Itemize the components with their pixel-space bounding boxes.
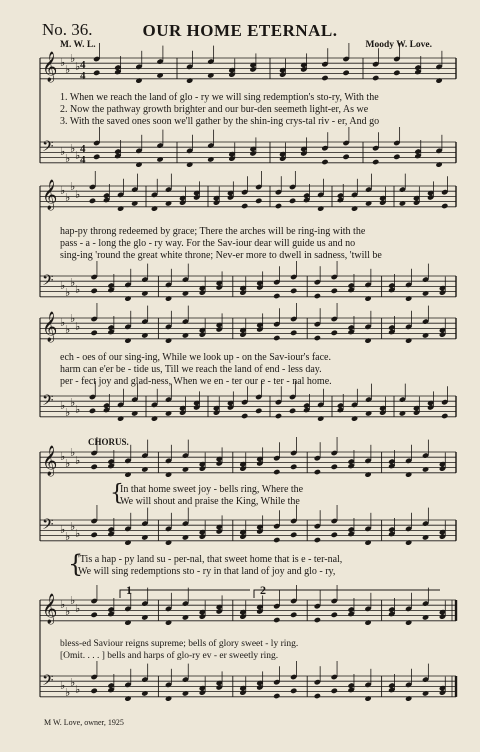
note-head bbox=[182, 332, 189, 338]
flat-sign: ♭ bbox=[70, 396, 76, 409]
note-head bbox=[90, 688, 97, 694]
note-head bbox=[364, 295, 371, 301]
clef: 𝄞 bbox=[42, 312, 58, 342]
lyric-line: We will shout and praise the King, While the bbox=[120, 496, 300, 507]
note-head bbox=[364, 619, 371, 625]
lyric-line: 2. Now the pathway growth brighter and our bur-den seemeth light-er, As we bbox=[60, 104, 369, 115]
note-head bbox=[90, 288, 97, 294]
flat-sign: ♭ bbox=[60, 523, 66, 536]
note-head bbox=[131, 200, 138, 206]
clef: 𝄢 bbox=[42, 392, 54, 413]
clef: 𝄞 bbox=[42, 52, 58, 82]
note-head bbox=[186, 161, 193, 167]
note-head bbox=[372, 75, 379, 81]
note-head bbox=[141, 534, 148, 540]
note-head bbox=[405, 295, 412, 301]
note-head bbox=[331, 612, 338, 618]
note-head bbox=[135, 161, 142, 167]
note-head bbox=[321, 159, 328, 165]
note-head bbox=[317, 415, 324, 421]
flat-sign: ♭ bbox=[60, 598, 66, 611]
note-head bbox=[364, 471, 371, 477]
note-head bbox=[93, 154, 100, 160]
lyrics-system-2 bbox=[60, 226, 452, 262]
note-head bbox=[141, 614, 148, 620]
lyrics-system-3 bbox=[60, 352, 452, 388]
note-head bbox=[182, 690, 189, 696]
note-head bbox=[273, 693, 280, 699]
note-head bbox=[393, 154, 400, 160]
note-head bbox=[90, 612, 97, 618]
note-head bbox=[124, 619, 131, 625]
note-head bbox=[117, 205, 124, 211]
flat-sign: ♭ bbox=[65, 323, 71, 336]
note-head bbox=[165, 539, 172, 545]
lyric-line: hap-py throng redeemed by grace; There the arches will be ring-ing with the bbox=[60, 226, 366, 237]
note-head bbox=[273, 537, 280, 543]
brace: { bbox=[68, 550, 84, 578]
note-head bbox=[275, 413, 282, 419]
note-head bbox=[321, 75, 328, 81]
flat-sign: ♭ bbox=[70, 676, 76, 689]
flat-sign: ♭ bbox=[70, 446, 76, 459]
clef: 𝄞 bbox=[42, 446, 58, 476]
flat-sign: ♭ bbox=[60, 279, 66, 292]
note-head bbox=[165, 471, 172, 477]
note-head bbox=[182, 534, 189, 540]
note-head bbox=[314, 617, 321, 623]
lyric-line: 3. With the saved ones soon we'll gather by the shin-ing crys-tal riv - er, And go bbox=[60, 116, 380, 127]
flat-sign: ♭ bbox=[65, 686, 71, 699]
lyric-line: bless-ed Saviour reigns supreme; bells of glory sweet - ly ring. bbox=[60, 639, 299, 649]
lyrics-system-5 bbox=[78, 554, 452, 578]
note-head bbox=[89, 198, 96, 204]
note-head bbox=[422, 290, 429, 296]
note-head bbox=[165, 619, 172, 625]
note-head bbox=[342, 70, 349, 76]
flat-sign: ♭ bbox=[70, 180, 76, 193]
second-ending-bracket bbox=[254, 590, 440, 598]
note-head bbox=[441, 413, 448, 419]
first-ending-number: 1 bbox=[126, 583, 132, 597]
note-head bbox=[131, 410, 138, 416]
note-head bbox=[186, 77, 193, 83]
note-head bbox=[314, 293, 321, 299]
note-head bbox=[141, 690, 148, 696]
flat-sign: ♭ bbox=[60, 56, 66, 69]
note-head bbox=[124, 337, 131, 343]
note-head bbox=[393, 70, 400, 76]
flat-sign: ♭ bbox=[70, 594, 76, 607]
note-head bbox=[156, 156, 163, 162]
flat-sign: ♭ bbox=[75, 454, 81, 467]
clef: 𝄞 bbox=[42, 180, 58, 210]
note-head bbox=[151, 205, 158, 211]
note-head bbox=[314, 335, 321, 341]
flat-sign: ♭ bbox=[75, 602, 81, 615]
hymn-number: No. 36. bbox=[42, 20, 93, 39]
note-head bbox=[90, 532, 97, 538]
note-head bbox=[255, 198, 262, 204]
flat-sign: ♭ bbox=[75, 683, 81, 696]
note-head bbox=[273, 293, 280, 299]
note-head bbox=[399, 410, 406, 416]
lyric-line: sing-ing 'round the great white throne; Nev-er more to dwell in sadness, 'twill be bbox=[60, 250, 382, 261]
note-head bbox=[422, 690, 429, 696]
time-signature: 4 bbox=[80, 70, 86, 82]
note-head bbox=[241, 203, 248, 209]
flat-sign: ♭ bbox=[65, 286, 71, 299]
flat-sign: ♭ bbox=[60, 145, 66, 158]
time-signature: 4 bbox=[80, 59, 86, 71]
note-head bbox=[290, 464, 297, 470]
flat-sign: ♭ bbox=[70, 52, 76, 65]
note-head bbox=[351, 205, 358, 211]
note-head bbox=[405, 619, 412, 625]
note-head bbox=[141, 466, 148, 472]
note-head bbox=[365, 410, 372, 416]
flat-sign: ♭ bbox=[60, 679, 66, 692]
flat-sign: ♭ bbox=[75, 527, 81, 540]
note-head bbox=[405, 539, 412, 545]
flat-sign: ♭ bbox=[65, 152, 71, 165]
flat-sign: ♭ bbox=[65, 406, 71, 419]
note-head bbox=[364, 539, 371, 545]
note-head bbox=[289, 198, 296, 204]
flat-sign: ♭ bbox=[75, 403, 81, 416]
note-head bbox=[331, 288, 338, 294]
brace: { bbox=[110, 481, 124, 506]
note-head bbox=[331, 464, 338, 470]
flat-sign: ♭ bbox=[75, 60, 81, 73]
note-head bbox=[289, 408, 296, 414]
flat-sign: ♭ bbox=[75, 149, 81, 162]
lyric-line: ech - oes of our sing-ing, While we look up - on the Sav-iour's face. bbox=[60, 352, 331, 363]
music-composer: Moody W. Love. bbox=[365, 40, 432, 50]
note-head bbox=[165, 295, 172, 301]
note-head bbox=[405, 695, 412, 701]
note-head bbox=[117, 415, 124, 421]
note-head bbox=[422, 614, 429, 620]
flat-sign: ♭ bbox=[75, 188, 81, 201]
note-head bbox=[342, 154, 349, 160]
clef: 𝄢 bbox=[42, 138, 54, 159]
note-head bbox=[290, 612, 297, 618]
lyric-line: 1. When we reach the land of glo - ry we will sing redemption's sto-ry, With the bbox=[60, 92, 379, 103]
note-head bbox=[165, 200, 172, 206]
clef: 𝄢 bbox=[42, 516, 54, 537]
time-signature: 4 bbox=[80, 154, 86, 166]
note-head bbox=[290, 688, 297, 694]
lyric-line: [Omit. . . . ] bells and harps of glo-ry ev - er sweetly ring. bbox=[60, 651, 279, 661]
first-ending-bracket bbox=[120, 590, 250, 598]
note-head bbox=[90, 464, 97, 470]
note-head bbox=[365, 200, 372, 206]
flat-sign: ♭ bbox=[60, 450, 66, 463]
note-head bbox=[165, 410, 172, 416]
note-head bbox=[156, 72, 163, 78]
flat-sign: ♭ bbox=[60, 316, 66, 329]
note-head bbox=[124, 471, 131, 477]
hymn-title: OUR HOME ETERNAL. bbox=[142, 21, 338, 40]
lyric-line: harm can e'er be - tide us, Till we reach the land of end - less day. bbox=[60, 364, 322, 375]
note-head bbox=[364, 337, 371, 343]
lyrics-system-6 bbox=[60, 638, 452, 662]
flat-sign: ♭ bbox=[70, 520, 76, 533]
note-head bbox=[273, 617, 280, 623]
note-head bbox=[124, 539, 131, 545]
note-head bbox=[290, 288, 297, 294]
note-head bbox=[314, 693, 321, 699]
note-head bbox=[90, 330, 97, 336]
note-head bbox=[351, 415, 358, 421]
note-head bbox=[364, 695, 371, 701]
note-head bbox=[314, 469, 321, 475]
note-head bbox=[405, 337, 412, 343]
lyrics-system-4 bbox=[120, 484, 452, 508]
note-head bbox=[124, 295, 131, 301]
note-head bbox=[317, 205, 324, 211]
lyric-line: per - fect joy and glad-ness, When we en - ter our e - ter - nal home. bbox=[60, 376, 332, 387]
note-head bbox=[290, 532, 297, 538]
flat-sign: ♭ bbox=[65, 457, 71, 470]
note-head bbox=[422, 466, 429, 472]
note-head bbox=[273, 335, 280, 341]
note-head bbox=[207, 156, 214, 162]
note-head bbox=[435, 77, 442, 83]
note-head bbox=[405, 471, 412, 477]
note-head bbox=[275, 203, 282, 209]
flat-sign: ♭ bbox=[75, 283, 81, 296]
clef: 𝄞 bbox=[42, 594, 58, 624]
note-head bbox=[255, 408, 262, 414]
words-author: M. W. L. bbox=[60, 40, 96, 50]
note-head bbox=[182, 614, 189, 620]
lyric-line: We will sing redemptions sto - ry in that land of joy and glo - ry, bbox=[78, 566, 336, 577]
note-head bbox=[124, 695, 131, 701]
flat-sign: ♭ bbox=[65, 63, 71, 76]
lyrics-system-1 bbox=[60, 92, 452, 128]
clef: 𝄢 bbox=[42, 272, 54, 293]
flat-sign: ♭ bbox=[60, 399, 66, 412]
note-head bbox=[135, 77, 142, 83]
note-head bbox=[165, 337, 172, 343]
note-head bbox=[141, 290, 148, 296]
note-head bbox=[399, 200, 406, 206]
note-head bbox=[182, 466, 189, 472]
note-head bbox=[422, 534, 429, 540]
note-head bbox=[435, 161, 442, 167]
lyric-line: In that home sweet joy - bells ring, Where the bbox=[120, 484, 304, 495]
flat-sign: ♭ bbox=[65, 530, 71, 543]
note-head bbox=[331, 532, 338, 538]
lyric-line: pass - a - long the glo - ry way. For the Sav-iour dear will guide us and no bbox=[60, 238, 356, 249]
note-head bbox=[441, 203, 448, 209]
flat-sign: ♭ bbox=[70, 312, 76, 325]
note-head bbox=[93, 70, 100, 76]
clef: 𝄢 bbox=[42, 672, 54, 693]
time-signature: 4 bbox=[80, 143, 86, 155]
note-head bbox=[372, 159, 379, 165]
note-head bbox=[331, 330, 338, 336]
flat-sign: ♭ bbox=[70, 142, 76, 155]
lyric-line: 'Tis a hap - py land su - per-nal, that sweet home that is e - ter-nal, bbox=[78, 554, 343, 565]
note-head bbox=[165, 695, 172, 701]
chorus-label: CHORUS. bbox=[88, 437, 129, 447]
note-head bbox=[207, 72, 214, 78]
note-head bbox=[151, 415, 158, 421]
flat-sign: ♭ bbox=[75, 320, 81, 333]
flat-sign: ♭ bbox=[70, 276, 76, 289]
flat-sign: ♭ bbox=[60, 184, 66, 197]
note-head bbox=[89, 408, 96, 414]
note-head bbox=[182, 290, 189, 296]
note-head bbox=[314, 537, 321, 543]
note-head bbox=[331, 688, 338, 694]
note-head bbox=[290, 330, 297, 336]
second-ending-number: 2 bbox=[260, 583, 266, 597]
note-head bbox=[241, 413, 248, 419]
copyright-footer: M W. Love, owner, 1925 bbox=[44, 718, 124, 727]
note-head bbox=[422, 332, 429, 338]
note-head bbox=[273, 469, 280, 475]
flat-sign: ♭ bbox=[65, 605, 71, 618]
flat-sign: ♭ bbox=[65, 191, 71, 204]
note-head bbox=[141, 332, 148, 338]
